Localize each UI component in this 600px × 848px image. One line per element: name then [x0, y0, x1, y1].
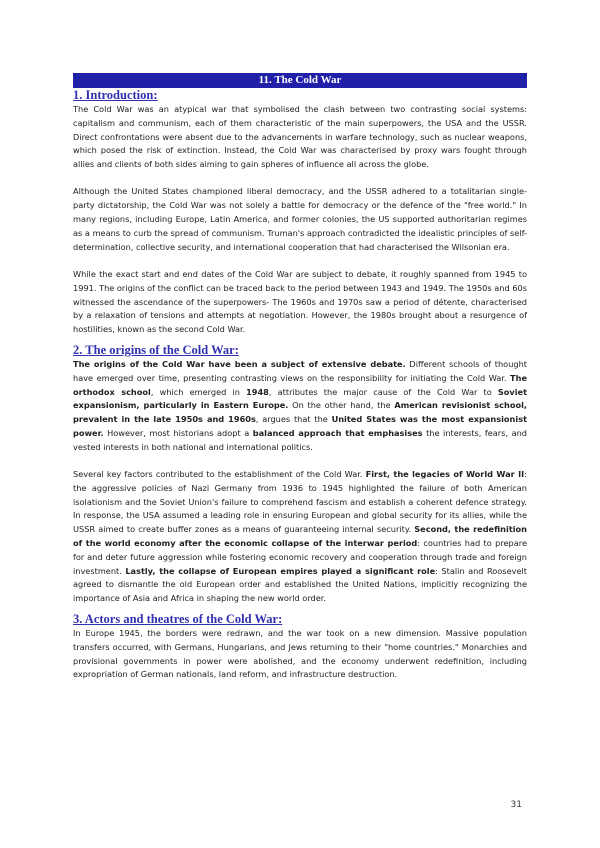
paragraph: Several key factors contributed to the establishment of the Cold War. First, the legacies of World War II: the aggressive policies of Nazi Germany from 1936 to 1945 highlighted the failure of both American isolationism and the Soviet Union's failure to comprehend fascism and establish a coherent defence strategy. In response, the USA assumed a leading role in ensuring European and global security for its allies, while the USSR aimed to create buffer zones as a means of guaranteeing internal security. Second, the redefinition of the world economy after the economic collapse of the interwar period: countries had to prepare for and deter future aggression while fostering economic recovery and cooperation through trade and foreign investment. Lastly, the collapse of European empires played a significant role: Stalin and Roosevelt agreed to dismantle the old European order and established the United Nations, implicitly recognizing the importance of Asia and Africa in shaping the new world order. — [73, 469, 527, 604]
section-heading-origins: 2. The origins of the Cold War: — [73, 342, 239, 357]
paragraph: Although the United States championed liberal democracy, and the USSR adhered to a totalitarian single-party dictatorship, the Cold War was not solely a battle for democracy or the defence of the "free world." In many regions, including Europe, Latin America, and former colonies, the US supported authoritarian regimes as a means to curb the spread of communism. Truman's approach contradicted the idealistic principles of self-determination, collective security, and international cooperation that had characterised the Wilsonian era. — [73, 186, 527, 252]
paragraph: While the exact start and end dates of the Cold War are subject to debate, it roughly spanned from 1945 to 1991. The origins of the conflict can be traced back to the period between 1943 and 1949. The 1950s and 60s witnessed the ascendance of the superpowers- The 1960s and 1970s saw a period of détente, characterised by a relaxation of tensions and attempts at negotiation. However, the 1980s brought about a resurgence of hostilities, known as the second Cold War. — [73, 268, 527, 335]
page-number: 31 — [510, 800, 522, 810]
section-heading-introduction: 1. Introduction: — [73, 88, 158, 102]
chapter-title: 11. The Cold War — [73, 73, 527, 88]
document-page — [73, 73, 527, 682]
paragraph: In Europe 1945, the borders were redrawn, and the war took on a new dimension. Massive population transfers occurred, with Germans, Hungarians, and Jews returning to their "home countries." Monarchies and provisional governments in power were abolished, and the economy underwent redefinition, including expropriation of German nationals, land reform, and infrastructure destruction. — [73, 628, 527, 680]
paragraph: The origins of the Cold War have been a subject of extensive debate. Different schools of thought have emerged over time, presenting contrasting views on the responsibility for initiating the Cold War. The orthodox school, which emerged in 1948, attributes the major cause of the Cold War to Soviet expansionism, particularly in Eastern Europe. On the other hand, the American revisionist school, prevalent in the late 1950s and 1960s, argues that the United States was the most expansionist power. However, most historians adopt a balanced approach that emphasises the interests, fears, and vested interests in both national and international politics. — [73, 358, 528, 452]
paragraph: The Cold War was an atypical war that symbolised the clash between two contrasting social systems: capitalism and communism, each of them characteristic of the main superpowers, the USA and the USSR. Direct confrontations were absent due to the advancements in warfare technology, such as nuclear weapons, which posed the risk of extinction. Instead, the Cold War was characterised by proxy wars fought through allies and clients of both sides aiming to gain spheres of influence all across the globe. — [73, 104, 527, 170]
section-heading-actors: 3. Actors and theatres of the Cold War: — [73, 612, 283, 626]
